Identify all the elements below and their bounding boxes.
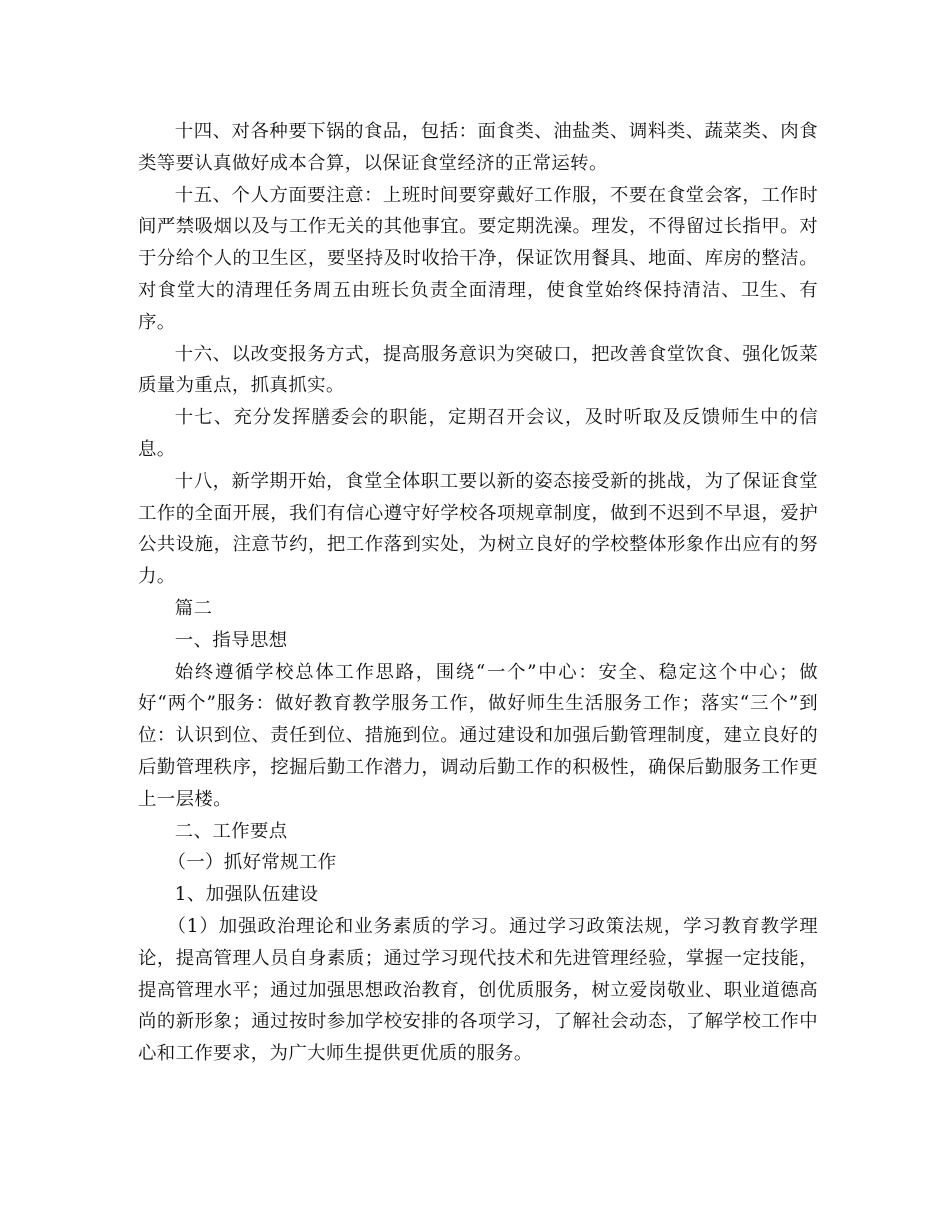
paragraph-guiding-thought: 始终遵循学校总体工作思路，围绕“一个”中心：安全、稳定这个中心；做好“两个”服务：做好教育教学服务工作，做好师生生活服务工作；落实“三个”到位：认识到位、责任到位、措施到位。通过建设和加强后勤管理制度，建立良好的后勤管理秩序，挖掘后勤工作潜力，调动后勤工作的积极性，确保后勤服务工作更上一层楼。 — [138, 661, 818, 810]
subheading-routine-work: （一）抓好常规工作 — [167, 852, 337, 874]
heading-team-building: 1、加强队伍建设 — [174, 884, 319, 906]
paragraph-political-study: （1）加强政治理论和业务素质的学习。通过学习政策法规，学习教育教学理论，提高管理人员自身素质；通过学习现代技术和先进管理经验，掌握一定技能，提高管理水平；通过加强思想政治教育，创优质服务，树立爱岗敬业、职业道德高尚的新形象；通过按时参加学校安排的各项学习，了解社会动态，了解学校工作中心和工作要求，为广大师生提供更优质的服务。 — [138, 915, 818, 1065]
paragraph-item-18: 十八，新学期开始，食堂全体职工要以新的姿态接受新的挑战，为了保证食堂工作的全面开展，我们有信心遵守好学校各项规章制度，做到不迟到不早退，爱护公共设施，注意节约，把工作落到实处，为树立良好的学校整体形象作出应有的努力。 — [138, 470, 818, 588]
paragraph-item-16: 十六、以改变报务方式，提高服务意识为突破口，把改善食堂饮食、强化饭菜质量为重点，抓真抓实。 — [138, 343, 818, 397]
paragraph-item-14: 十四、对各种要下锅的食品，包括：面食类、油盐类、调料类、蔬菜类、肉食类等要认真做好成本合算，以保证食堂经济的正常运转。 — [138, 121, 818, 174]
paragraph-item-17: 十七、充分发挥膳委会的职能，定期召开会议，及时听取及反馈师生中的信息。 — [138, 407, 818, 460]
heading-guiding-thought: 一、指导思想 — [174, 629, 288, 651]
document-body — [138, 116, 818, 1070]
paragraph-item-15: 十五、个人方面要注意：上班时间要穿戴好工作服，不要在食堂会客，工作时间严禁吸烟以及与工作无关的其他事宜。要定期洗澡。理发，不得留过长指甲。对于分给个人的卫生区，要坚持及时收拾干净，保证饮用餐具、地面、库房的整洁。对食堂大的清理任务周五由班长负责全面清理，使食堂始终保持清洁、卫生、有序。 — [138, 184, 818, 333]
heading-work-points: 二、工作要点 — [174, 820, 288, 842]
section-title-part-two: 篇二 — [174, 597, 213, 619]
